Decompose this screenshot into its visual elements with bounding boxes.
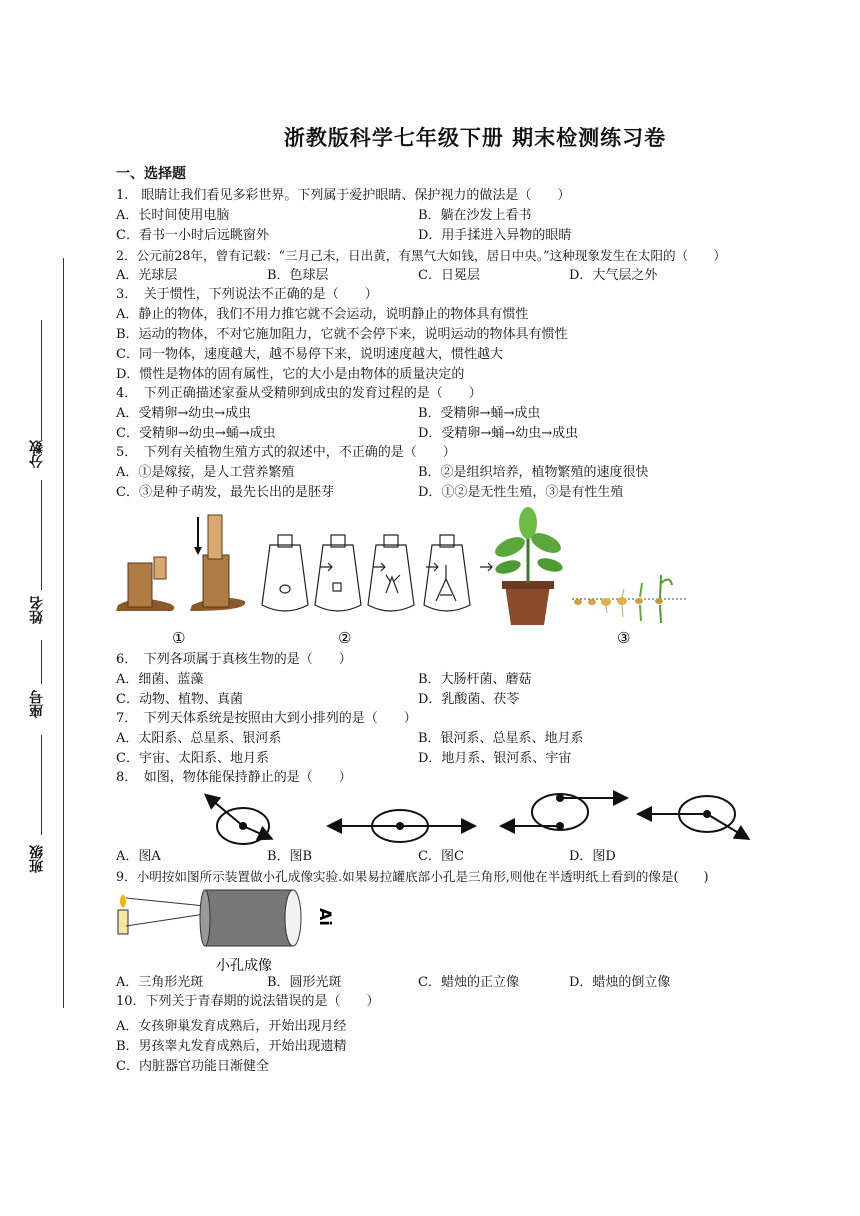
tissue-culture-flasks [262,535,492,611]
q4-option-a: A．受精卵→幼虫→成虫 [116,406,252,421]
side-label-seat: 座号 [29,690,45,718]
q7-option-c: C．宇宙、太阳系、地月系 [116,751,269,766]
q8-option-b: B．图B [267,849,313,864]
q3-option-b: B．运动的物体，不对它施加阻力，它就不会停下来，说明运动的物体具有惯性 [116,327,568,342]
q4-option-d: D．受精卵→蛹→幼虫→成虫 [418,426,579,441]
q6-option-c: C．动物、植物、真菌 [116,692,243,707]
inverted-image-glyph: Ai [316,908,335,926]
grafting-illustration [116,515,245,611]
q7-option-b: B．银河系、总星系、地月系 [418,731,584,746]
binding-line [63,258,64,1008]
seed-germination-sequence [572,575,688,623]
diagram-b [330,810,473,842]
q1-option-b: B．躺在沙发上看书 [418,208,532,223]
score-blank-line [41,320,42,440]
q4-option-b: B．受精卵→蛹→成虫 [418,406,541,421]
q1-option-d: D．用手揉进入异物的眼睛 [418,228,572,243]
q10-option-b: B．男孩睾丸发育成熟后，开始出现遗精 [116,1039,347,1054]
can-cylinder [200,890,301,946]
q6-option-d: D．乳酸菌、茯苓 [418,692,520,707]
q8-option-c: C．图C [418,849,464,864]
name-blank-line [41,480,42,590]
section-title: 一、选择题 [116,166,186,182]
q10-option-c: C．内脏器官功能日渐健全 [116,1059,269,1074]
question-5: 5． 下列有关植物生殖方式的叙述中，不正确的是（ ） [116,445,456,460]
q5-option-a: A．①是嫁接，是人工营养繁殖 [116,465,295,480]
q9-option-d: D．蜡烛的倒立像 [569,975,671,990]
question-8: 8． 如图，物体能保持静止的是（ ） [116,770,352,785]
potted-plant [492,507,564,625]
q6-option-a: A．细菌、蓝藻 [116,672,204,687]
q8-option-a: A．图A [116,849,161,864]
question-6: 6． 下列各项属于真核生物的是（ ） [116,652,352,667]
side-label-name: 姓名 [29,596,45,624]
question-1: 1. 眼睛让我们看见多彩世界。下列属于爱护眼睛、保护视力的做法是（ ） [116,188,571,203]
side-label-class: 班级 [29,845,45,873]
side-label-score: 分数 [29,440,45,468]
q10-option-a: A．女孩卵巢发育成熟后，开始出现月经 [116,1019,347,1034]
figure5-label-1: ① [172,629,186,647]
q2-option-c: C．日冕层 [418,268,480,283]
q9-option-c: C．蜡烛的正立像 [418,975,519,990]
q4-option-c: C．受精卵→幼虫→蛹→成虫 [116,426,276,441]
q6-option-b: B．大肠杆菌、蘑菇 [418,672,532,687]
q3-option-d: D．惯性是物体的固有属性，它的大小是由物体的质量决定的 [116,367,465,382]
q1-option-c: C．看书一小时后远眺窗外 [116,228,269,243]
question-7: 7． 下列天体系统是按照由大到小排列的是（ ） [116,711,417,726]
figure5-label-2: ② [338,629,352,647]
diagram-d [640,796,747,838]
q2-option-a: A．光球层 [116,268,178,283]
question-9: 9．小明按如图所示装置做小孔成像实验.如果易拉罐底部小孔是三角形,则他在半透明纸上看到的像是( ) [116,869,709,884]
diagram-c [503,794,625,830]
pinhole-camera-figure [110,886,350,976]
question-4: 4． 下列正确描述家蚕从受精卵到成虫的发育过程的是（ ） [116,386,482,401]
diagram-a [207,796,270,844]
page-title: 浙教版科学七年级下册 期末检测练习卷 [283,126,667,150]
q9-option-b: B．圆形光斑 [267,975,342,990]
force-diagrams [195,786,760,846]
question-2: 2．公元前28年，曾有记载：“三月己未，日出黄，有黑气大如钱，居日中央。”这种现象发生在太阳的（ ） [116,248,726,263]
q5-option-c: C．③是种子萌发，最先长出的是胚芽 [116,485,334,500]
q9-option-a: A．三角形光斑 [116,975,204,990]
candle-icon [118,894,128,934]
seat-blank-line [41,640,42,684]
class-blank-line [41,735,42,835]
pinhole-caption: 小孔成像 [216,958,272,974]
q7-option-a: A．太阳系、总星系、银河系 [116,731,282,746]
q2-option-d: D．大气层之外 [569,268,658,283]
question-3: 3． 关于惯性，下列说法不正确的是（ ） [116,287,378,302]
q3-option-a: A．静止的物体，我们不用力推它就不会运动，说明静止的物体具有惯性 [116,307,529,322]
question-10: 10．下列关于青春期的说法错误的是（ ） [116,994,380,1009]
figure5-label-3: ③ [617,629,631,647]
q8-option-d: D．图D [569,849,616,864]
q5-option-d: D．①②是无性生殖，③是有性生殖 [418,485,624,500]
q5-option-b: B．②是组织培养，植物繁殖的速度很快 [418,465,649,480]
plant-reproduction-figure [110,505,690,650]
q2-option-b: B．色球层 [267,268,329,283]
q1-option-a: A．长时间使用电脑 [116,208,230,223]
q7-option-d: D．地月系、银河系、宇宙 [418,751,572,766]
q3-option-c: C．同一物体，速度越大，越不易停下来，说明速度越大，惯性越大 [116,347,503,362]
